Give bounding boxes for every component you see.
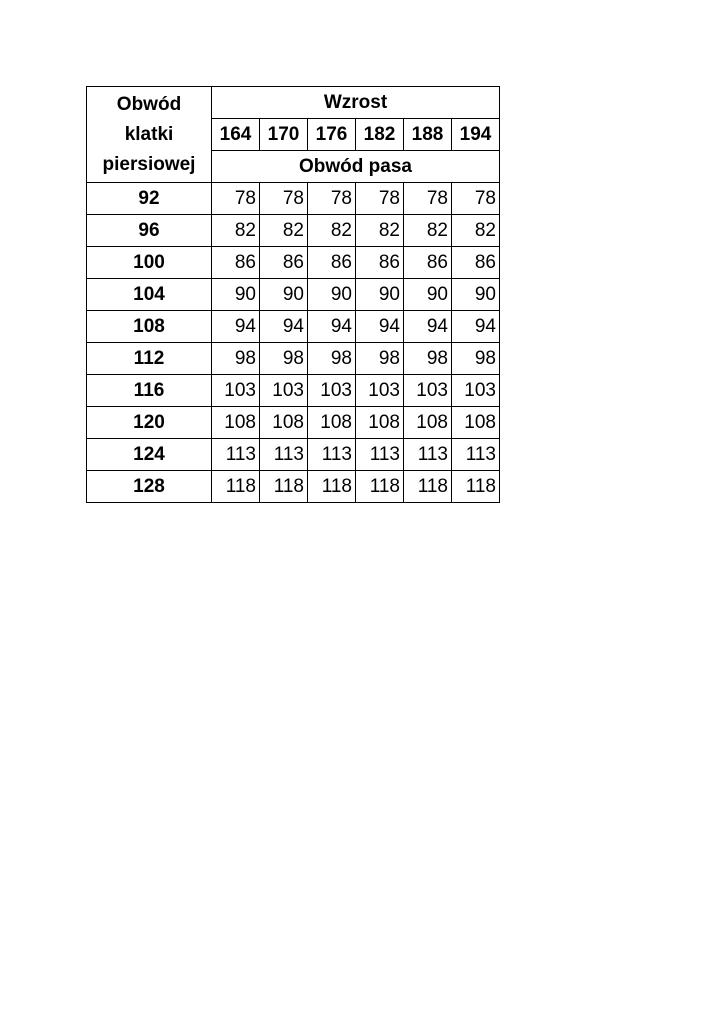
waist-value: 86 xyxy=(356,247,404,279)
chest-value: 116 xyxy=(87,375,212,407)
chest-value: 104 xyxy=(87,279,212,311)
chest-value: 108 xyxy=(87,311,212,343)
waist-value: 78 xyxy=(404,183,452,215)
waist-value: 98 xyxy=(212,343,260,375)
chest-value: 100 xyxy=(87,247,212,279)
waist-value: 86 xyxy=(212,247,260,279)
waist-value: 86 xyxy=(308,247,356,279)
waist-value: 94 xyxy=(452,311,500,343)
waist-value: 113 xyxy=(212,439,260,471)
waist-value: 86 xyxy=(260,247,308,279)
waist-value: 113 xyxy=(260,439,308,471)
table-row xyxy=(87,343,500,375)
waist-value: 90 xyxy=(260,279,308,311)
waist-value: 90 xyxy=(212,279,260,311)
waist-value: 94 xyxy=(308,311,356,343)
chest-value: 128 xyxy=(87,471,212,503)
corner-line-2: klatki xyxy=(124,123,174,145)
chest-value: 124 xyxy=(87,439,212,471)
table-row xyxy=(87,311,500,343)
waist-value: 98 xyxy=(452,343,500,375)
waist-value: 113 xyxy=(356,439,404,471)
chest-value: 112 xyxy=(87,343,212,375)
waist-value: 90 xyxy=(404,279,452,311)
waist-value: 78 xyxy=(212,183,260,215)
waist-value: 118 xyxy=(404,471,452,503)
waist-value: 103 xyxy=(452,375,500,407)
waist-value: 113 xyxy=(452,439,500,471)
table-row xyxy=(87,375,500,407)
waist-value: 103 xyxy=(308,375,356,407)
table-row xyxy=(87,279,500,311)
table-row xyxy=(87,407,500,439)
waist-value: 103 xyxy=(212,375,260,407)
table-row xyxy=(87,471,500,503)
waist-value: 108 xyxy=(356,407,404,439)
waist-value: 82 xyxy=(260,215,308,247)
waist-value: 108 xyxy=(452,407,500,439)
waist-value: 118 xyxy=(260,471,308,503)
waist-value: 98 xyxy=(404,343,452,375)
corner-line-1: Obwód xyxy=(116,93,182,115)
height-value: 194 xyxy=(452,119,500,151)
waist-value: 82 xyxy=(452,215,500,247)
chest-circumference-header xyxy=(87,87,212,183)
waist-value: 86 xyxy=(404,247,452,279)
waist-value: 86 xyxy=(452,247,500,279)
waist-value: 90 xyxy=(452,279,500,311)
waist-value: 82 xyxy=(212,215,260,247)
waist-value: 118 xyxy=(452,471,500,503)
chest-value: 92 xyxy=(87,183,212,215)
waist-value: 103 xyxy=(404,375,452,407)
waist-value: 103 xyxy=(260,375,308,407)
waist-value: 78 xyxy=(452,183,500,215)
waist-value: 98 xyxy=(356,343,404,375)
waist-value: 78 xyxy=(356,183,404,215)
size-chart-table xyxy=(86,86,500,503)
waist-value: 90 xyxy=(356,279,404,311)
table-row xyxy=(87,247,500,279)
height-header: Wzrost xyxy=(212,87,500,119)
waist-value: 94 xyxy=(404,311,452,343)
waist-value: 103 xyxy=(356,375,404,407)
corner-line-3: piersiowej xyxy=(102,153,196,175)
waist-value: 113 xyxy=(308,439,356,471)
height-value: 188 xyxy=(404,119,452,151)
waist-value: 113 xyxy=(404,439,452,471)
waist-value: 118 xyxy=(308,471,356,503)
waist-value: 94 xyxy=(212,311,260,343)
height-value: 170 xyxy=(260,119,308,151)
table-row xyxy=(87,439,500,471)
waist-value: 98 xyxy=(308,343,356,375)
waist-value: 90 xyxy=(308,279,356,311)
chest-value: 96 xyxy=(87,215,212,247)
waist-value: 108 xyxy=(260,407,308,439)
height-value: 176 xyxy=(308,119,356,151)
height-value: 182 xyxy=(356,119,404,151)
chest-value: 120 xyxy=(87,407,212,439)
waist-value: 108 xyxy=(308,407,356,439)
table-row xyxy=(87,215,500,247)
waist-value: 82 xyxy=(308,215,356,247)
height-value: 164 xyxy=(212,119,260,151)
waist-value: 78 xyxy=(260,183,308,215)
waist-value: 82 xyxy=(356,215,404,247)
table-row xyxy=(87,183,500,215)
waist-value: 98 xyxy=(260,343,308,375)
waist-value: 94 xyxy=(356,311,404,343)
waist-value: 78 xyxy=(308,183,356,215)
waist-value: 118 xyxy=(356,471,404,503)
waist-value: 94 xyxy=(260,311,308,343)
waist-value: 108 xyxy=(212,407,260,439)
waist-circumference-header: Obwód pasa xyxy=(212,151,500,183)
waist-value: 108 xyxy=(404,407,452,439)
waist-value: 82 xyxy=(404,215,452,247)
waist-value: 118 xyxy=(212,471,260,503)
